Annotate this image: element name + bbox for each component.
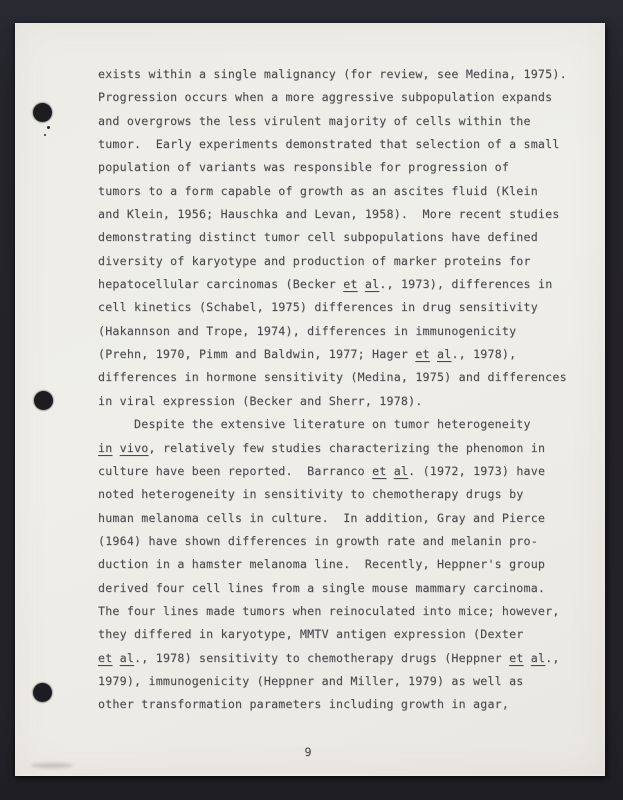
text-line: they differed in karyotype, MMTV antigen expression (Dexter	[98, 627, 524, 642]
page-number: 9	[304, 745, 312, 759]
text-line: noted heterogeneity in sensitivity to chemotherapy drugs by	[98, 487, 524, 502]
text-line: (Hakannson and Trope, 1974), differences in immunogenicity	[98, 323, 517, 338]
text-line: other transformation parameters including growth in agar,	[98, 697, 510, 712]
text-line: human melanoma cells in culture. In addition, Gray and Pierce	[98, 510, 546, 525]
text-line: in vivo, relatively few studies characterizing the phenomon in	[98, 440, 546, 455]
ink-speck	[47, 126, 50, 129]
text-line: and Klein, 1956; Hauschka and Levan, 1958). More recent studies	[98, 207, 560, 222]
text-line: tumor. Early experiments demonstrated that selection of a small	[98, 137, 560, 152]
text-line: in viral expression (Becker and Sherr, 1978).	[98, 393, 423, 408]
text-line: 1979), immunogenicity (Heppner and Miller, 1979) as well as	[98, 673, 524, 688]
document-page	[15, 23, 605, 776]
text-line: Progression occurs when a more aggressive subpopulation expands	[98, 90, 553, 105]
text-line: demonstrating distinct tumor cell subpopulations have defined	[98, 230, 538, 245]
text-line: duction in a hamster melanoma line. Recently, Heppner's group	[98, 557, 546, 572]
punch-hole-bottom	[33, 683, 52, 702]
text-line: differences in hormone sensitivity (Medina, 1975) and differences	[98, 370, 567, 385]
punch-hole-middle	[34, 391, 53, 410]
text-line: et al., 1978) sensitivity to chemotherapy drugs (Heppner et al.,	[98, 650, 560, 665]
text-line: and overgrows the less virulent majority of cells within the	[98, 113, 531, 128]
ink-speck	[44, 134, 46, 136]
typed-body-text	[98, 63, 568, 717]
text-line: The four lines made tumors when reinoculated into mice; however,	[98, 603, 560, 618]
text-line: cell kinetics (Schabel, 1975) differences in drug sensitivity	[98, 300, 538, 315]
text-line: culture have been reported. Barranco et al. (1972, 1973) have	[98, 463, 546, 478]
punch-hole-top	[33, 103, 52, 122]
text-line: population of variants was responsible for progression of	[98, 160, 510, 175]
text-line: exists within a single malignancy (for review, see Medina, 1975).	[98, 67, 567, 81]
pencil-smudge	[31, 763, 73, 768]
text-line: (Prehn, 1970, Pimm and Baldwin, 1977; Hager et al., 1978),	[98, 347, 517, 362]
text-line: Despite the extensive literature on tumor heterogeneity	[98, 417, 531, 432]
text-line: hepatocellular carcinomas (Becker et al., 1973), differences in	[98, 277, 553, 292]
text-line: derived four cell lines from a single mouse mammary carcinoma.	[98, 580, 546, 595]
text-line: (1964) have shown differences in growth rate and melanin pro-	[98, 533, 538, 548]
text-line: diversity of karyotype and production of marker proteins for	[98, 253, 531, 268]
text-line: tumors to a form capable of growth as an ascites fluid (Klein	[98, 183, 538, 198]
